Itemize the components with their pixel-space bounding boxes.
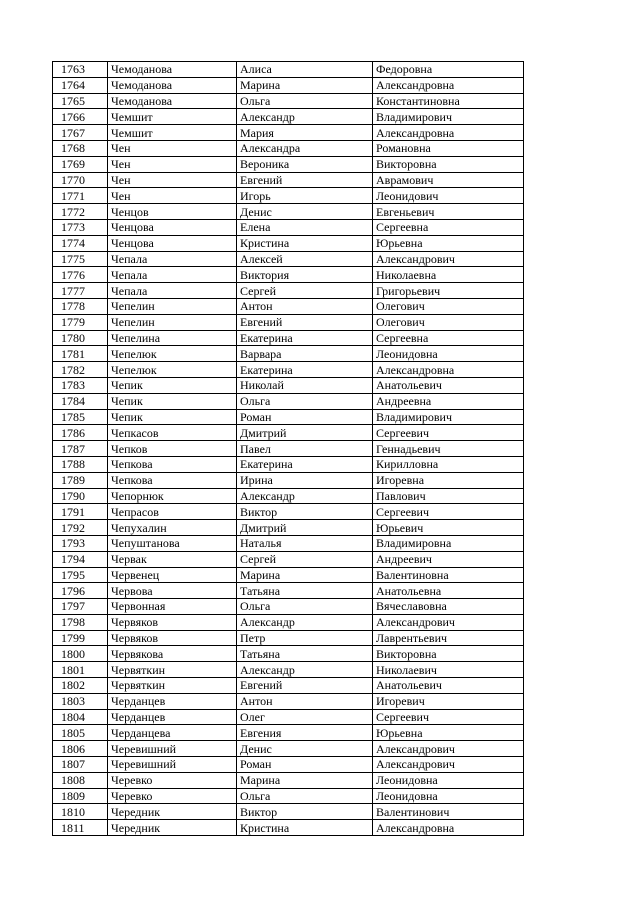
patronymic-cell: Юрьевна xyxy=(373,235,524,251)
row-number-cell: 1794 xyxy=(53,551,108,567)
first-name-cell: Сергей xyxy=(237,551,373,567)
last-name-cell: Чередник xyxy=(108,804,237,820)
patronymic-cell: Евгеньевич xyxy=(373,204,524,220)
row-number-cell: 1778 xyxy=(53,298,108,314)
last-name-cell: Чепик xyxy=(108,393,237,409)
table-row xyxy=(53,298,524,314)
patronymic-cell: Романовна xyxy=(373,140,524,156)
table-row xyxy=(53,725,524,741)
first-name-cell: Евгений xyxy=(237,172,373,188)
table-row xyxy=(53,820,524,836)
first-name-cell: Петр xyxy=(237,630,373,646)
last-name-cell: Чепелин xyxy=(108,314,237,330)
first-name-cell: Марина xyxy=(237,77,373,93)
patronymic-cell: Вячеславовна xyxy=(373,599,524,615)
patronymic-cell: Владимирович xyxy=(373,109,524,125)
patronymic-cell: Юрьевна xyxy=(373,725,524,741)
patronymic-cell: Федоровна xyxy=(373,62,524,78)
first-name-cell: Роман xyxy=(237,409,373,425)
last-name-cell: Ченцова xyxy=(108,235,237,251)
patronymic-cell: Владимирович xyxy=(373,409,524,425)
first-name-cell: Елена xyxy=(237,219,373,235)
last-name-cell: Чемоданова xyxy=(108,77,237,93)
patronymic-cell: Валентиновна xyxy=(373,567,524,583)
row-number-cell: 1767 xyxy=(53,125,108,141)
last-name-cell: Чепкова xyxy=(108,472,237,488)
first-name-cell: Ольга xyxy=(237,393,373,409)
last-name-cell: Чепик xyxy=(108,409,237,425)
patronymic-cell: Викторовна xyxy=(373,156,524,172)
table-row xyxy=(53,204,524,220)
patronymic-cell: Сергеевна xyxy=(373,330,524,346)
row-number-cell: 1801 xyxy=(53,662,108,678)
last-name-cell: Черданцев xyxy=(108,693,237,709)
last-name-cell: Чепкова xyxy=(108,456,237,472)
row-number-cell: 1788 xyxy=(53,456,108,472)
patronymic-cell: Геннадьевич xyxy=(373,441,524,457)
first-name-cell: Марина xyxy=(237,772,373,788)
patronymic-cell: Аврамович xyxy=(373,172,524,188)
first-name-cell: Дмитрий xyxy=(237,425,373,441)
document-page xyxy=(52,61,524,836)
last-name-cell: Червонная xyxy=(108,599,237,615)
name-list-body xyxy=(53,62,524,836)
table-row xyxy=(53,583,524,599)
table-row xyxy=(53,77,524,93)
row-number-cell: 1772 xyxy=(53,204,108,220)
patronymic-cell: Валентинович xyxy=(373,804,524,820)
patronymic-cell: Григорьевич xyxy=(373,283,524,299)
name-list-table xyxy=(52,61,524,836)
row-number-cell: 1810 xyxy=(53,804,108,820)
table-row xyxy=(53,346,524,362)
last-name-cell: Черевко xyxy=(108,788,237,804)
row-number-cell: 1803 xyxy=(53,693,108,709)
first-name-cell: Екатерина xyxy=(237,456,373,472)
table-row xyxy=(53,314,524,330)
row-number-cell: 1798 xyxy=(53,614,108,630)
last-name-cell: Чепала xyxy=(108,251,237,267)
last-name-cell: Чепков xyxy=(108,441,237,457)
row-number-cell: 1787 xyxy=(53,441,108,457)
first-name-cell: Евгений xyxy=(237,314,373,330)
table-row xyxy=(53,504,524,520)
table-row xyxy=(53,456,524,472)
patronymic-cell: Александрович xyxy=(373,741,524,757)
first-name-cell: Олег xyxy=(237,709,373,725)
first-name-cell: Виктор xyxy=(237,504,373,520)
row-number-cell: 1774 xyxy=(53,235,108,251)
last-name-cell: Чен xyxy=(108,156,237,172)
table-row xyxy=(53,741,524,757)
last-name-cell: Ченцова xyxy=(108,219,237,235)
patronymic-cell: Александровна xyxy=(373,125,524,141)
last-name-cell: Чепелюк xyxy=(108,346,237,362)
row-number-cell: 1790 xyxy=(53,488,108,504)
table-row xyxy=(53,109,524,125)
first-name-cell: Кристина xyxy=(237,820,373,836)
table-row xyxy=(53,125,524,141)
patronymic-cell: Сергеевна xyxy=(373,219,524,235)
first-name-cell: Дмитрий xyxy=(237,520,373,536)
first-name-cell: Алиса xyxy=(237,62,373,78)
table-row xyxy=(53,804,524,820)
table-row xyxy=(53,662,524,678)
table-row xyxy=(53,188,524,204)
patronymic-cell: Сергеевич xyxy=(373,425,524,441)
last-name-cell: Червякова xyxy=(108,646,237,662)
last-name-cell: Черданцева xyxy=(108,725,237,741)
patronymic-cell: Викторовна xyxy=(373,646,524,662)
row-number-cell: 1771 xyxy=(53,188,108,204)
patronymic-cell: Леонидович xyxy=(373,188,524,204)
table-row xyxy=(53,757,524,773)
row-number-cell: 1792 xyxy=(53,520,108,536)
first-name-cell: Денис xyxy=(237,204,373,220)
table-row xyxy=(53,393,524,409)
first-name-cell: Денис xyxy=(237,741,373,757)
table-row xyxy=(53,156,524,172)
last-name-cell: Черевишний xyxy=(108,757,237,773)
first-name-cell: Екатерина xyxy=(237,362,373,378)
patronymic-cell: Андреевич xyxy=(373,551,524,567)
row-number-cell: 1784 xyxy=(53,393,108,409)
row-number-cell: 1770 xyxy=(53,172,108,188)
patronymic-cell: Леонидовна xyxy=(373,772,524,788)
patronymic-cell: Александрович xyxy=(373,251,524,267)
first-name-cell: Игорь xyxy=(237,188,373,204)
patronymic-cell: Александровна xyxy=(373,820,524,836)
first-name-cell: Павел xyxy=(237,441,373,457)
first-name-cell: Варвара xyxy=(237,346,373,362)
row-number-cell: 1808 xyxy=(53,772,108,788)
first-name-cell: Антон xyxy=(237,693,373,709)
last-name-cell: Чепрасов xyxy=(108,504,237,520)
last-name-cell: Червяков xyxy=(108,614,237,630)
first-name-cell: Мария xyxy=(237,125,373,141)
table-row xyxy=(53,251,524,267)
last-name-cell: Черевко xyxy=(108,772,237,788)
patronymic-cell: Лаврентьевич xyxy=(373,630,524,646)
first-name-cell: Николай xyxy=(237,377,373,393)
first-name-cell: Ольга xyxy=(237,788,373,804)
row-number-cell: 1776 xyxy=(53,267,108,283)
row-number-cell: 1773 xyxy=(53,219,108,235)
row-number-cell: 1799 xyxy=(53,630,108,646)
first-name-cell: Александр xyxy=(237,662,373,678)
patronymic-cell: Николаевич xyxy=(373,662,524,678)
patronymic-cell: Константиновна xyxy=(373,93,524,109)
patronymic-cell: Владимировна xyxy=(373,535,524,551)
row-number-cell: 1777 xyxy=(53,283,108,299)
table-row xyxy=(53,140,524,156)
table-row xyxy=(53,709,524,725)
row-number-cell: 1763 xyxy=(53,62,108,78)
table-row xyxy=(53,788,524,804)
patronymic-cell: Анатольевич xyxy=(373,377,524,393)
last-name-cell: Чередник xyxy=(108,820,237,836)
table-row xyxy=(53,93,524,109)
first-name-cell: Екатерина xyxy=(237,330,373,346)
table-row xyxy=(53,330,524,346)
last-name-cell: Чепорнюк xyxy=(108,488,237,504)
patronymic-cell: Павлович xyxy=(373,488,524,504)
table-row xyxy=(53,567,524,583)
patronymic-cell: Сергеевич xyxy=(373,709,524,725)
row-number-cell: 1786 xyxy=(53,425,108,441)
table-row xyxy=(53,267,524,283)
row-number-cell: 1811 xyxy=(53,820,108,836)
first-name-cell: Александр xyxy=(237,614,373,630)
row-number-cell: 1807 xyxy=(53,757,108,773)
last-name-cell: Чепала xyxy=(108,267,237,283)
row-number-cell: 1765 xyxy=(53,93,108,109)
last-name-cell: Чепкасов xyxy=(108,425,237,441)
patronymic-cell: Александровна xyxy=(373,77,524,93)
last-name-cell: Чемоданова xyxy=(108,93,237,109)
last-name-cell: Чепелин xyxy=(108,298,237,314)
first-name-cell: Александр xyxy=(237,488,373,504)
first-name-cell: Евгения xyxy=(237,725,373,741)
row-number-cell: 1804 xyxy=(53,709,108,725)
table-row xyxy=(53,441,524,457)
patronymic-cell: Анатольевна xyxy=(373,583,524,599)
patronymic-cell: Олегович xyxy=(373,314,524,330)
row-number-cell: 1793 xyxy=(53,535,108,551)
table-row xyxy=(53,62,524,78)
table-row xyxy=(53,362,524,378)
patronymic-cell: Игоревна xyxy=(373,472,524,488)
last-name-cell: Чепелина xyxy=(108,330,237,346)
first-name-cell: Александр xyxy=(237,109,373,125)
table-row xyxy=(53,535,524,551)
patronymic-cell: Николаевна xyxy=(373,267,524,283)
row-number-cell: 1795 xyxy=(53,567,108,583)
last-name-cell: Ченцов xyxy=(108,204,237,220)
last-name-cell: Червенец xyxy=(108,567,237,583)
first-name-cell: Наталья xyxy=(237,535,373,551)
row-number-cell: 1809 xyxy=(53,788,108,804)
last-name-cell: Червак xyxy=(108,551,237,567)
table-row xyxy=(53,678,524,694)
patronymic-cell: Анатольевич xyxy=(373,678,524,694)
first-name-cell: Роман xyxy=(237,757,373,773)
first-name-cell: Виктория xyxy=(237,267,373,283)
first-name-cell: Сергей xyxy=(237,283,373,299)
first-name-cell: Алексей xyxy=(237,251,373,267)
first-name-cell: Ольга xyxy=(237,93,373,109)
row-number-cell: 1782 xyxy=(53,362,108,378)
row-number-cell: 1805 xyxy=(53,725,108,741)
table-row xyxy=(53,488,524,504)
patronymic-cell: Игоревич xyxy=(373,693,524,709)
row-number-cell: 1775 xyxy=(53,251,108,267)
last-name-cell: Червяков xyxy=(108,630,237,646)
row-number-cell: 1802 xyxy=(53,678,108,694)
first-name-cell: Виктор xyxy=(237,804,373,820)
last-name-cell: Чепуштанова xyxy=(108,535,237,551)
last-name-cell: Чемшит xyxy=(108,109,237,125)
last-name-cell: Чен xyxy=(108,140,237,156)
table-row xyxy=(53,172,524,188)
row-number-cell: 1806 xyxy=(53,741,108,757)
last-name-cell: Червова xyxy=(108,583,237,599)
row-number-cell: 1764 xyxy=(53,77,108,93)
row-number-cell: 1789 xyxy=(53,472,108,488)
row-number-cell: 1791 xyxy=(53,504,108,520)
row-number-cell: 1769 xyxy=(53,156,108,172)
table-row xyxy=(53,472,524,488)
row-number-cell: 1800 xyxy=(53,646,108,662)
last-name-cell: Чемоданова xyxy=(108,62,237,78)
last-name-cell: Чепик xyxy=(108,377,237,393)
patronymic-cell: Александрович xyxy=(373,614,524,630)
last-name-cell: Чен xyxy=(108,172,237,188)
first-name-cell: Ирина xyxy=(237,472,373,488)
first-name-cell: Александра xyxy=(237,140,373,156)
last-name-cell: Чепухалин xyxy=(108,520,237,536)
row-number-cell: 1796 xyxy=(53,583,108,599)
row-number-cell: 1783 xyxy=(53,377,108,393)
last-name-cell: Червяткин xyxy=(108,662,237,678)
table-row xyxy=(53,425,524,441)
first-name-cell: Евгений xyxy=(237,678,373,694)
table-row xyxy=(53,409,524,425)
row-number-cell: 1766 xyxy=(53,109,108,125)
last-name-cell: Чен xyxy=(108,188,237,204)
last-name-cell: Червяткин xyxy=(108,678,237,694)
table-row xyxy=(53,551,524,567)
table-row xyxy=(53,283,524,299)
first-name-cell: Антон xyxy=(237,298,373,314)
last-name-cell: Чепала xyxy=(108,283,237,299)
last-name-cell: Чепелюк xyxy=(108,362,237,378)
table-row xyxy=(53,377,524,393)
first-name-cell: Ольга xyxy=(237,599,373,615)
last-name-cell: Чемшит xyxy=(108,125,237,141)
table-row xyxy=(53,219,524,235)
row-number-cell: 1781 xyxy=(53,346,108,362)
row-number-cell: 1779 xyxy=(53,314,108,330)
table-row xyxy=(53,599,524,615)
table-row xyxy=(53,235,524,251)
row-number-cell: 1797 xyxy=(53,599,108,615)
last-name-cell: Черевишний xyxy=(108,741,237,757)
patronymic-cell: Александрович xyxy=(373,757,524,773)
patronymic-cell: Леонидовна xyxy=(373,788,524,804)
patronymic-cell: Сергеевич xyxy=(373,504,524,520)
table-row xyxy=(53,520,524,536)
patronymic-cell: Леонидовна xyxy=(373,346,524,362)
table-row xyxy=(53,772,524,788)
table-row xyxy=(53,693,524,709)
last-name-cell: Черданцев xyxy=(108,709,237,725)
first-name-cell: Марина xyxy=(237,567,373,583)
row-number-cell: 1780 xyxy=(53,330,108,346)
first-name-cell: Татьяна xyxy=(237,646,373,662)
table-row xyxy=(53,614,524,630)
table-row xyxy=(53,630,524,646)
patronymic-cell: Олегович xyxy=(373,298,524,314)
first-name-cell: Кристина xyxy=(237,235,373,251)
row-number-cell: 1785 xyxy=(53,409,108,425)
first-name-cell: Татьяна xyxy=(237,583,373,599)
patronymic-cell: Кирилловна xyxy=(373,456,524,472)
patronymic-cell: Юрьевич xyxy=(373,520,524,536)
first-name-cell: Вероника xyxy=(237,156,373,172)
patronymic-cell: Александровна xyxy=(373,362,524,378)
row-number-cell: 1768 xyxy=(53,140,108,156)
table-row xyxy=(53,646,524,662)
patronymic-cell: Андреевна xyxy=(373,393,524,409)
